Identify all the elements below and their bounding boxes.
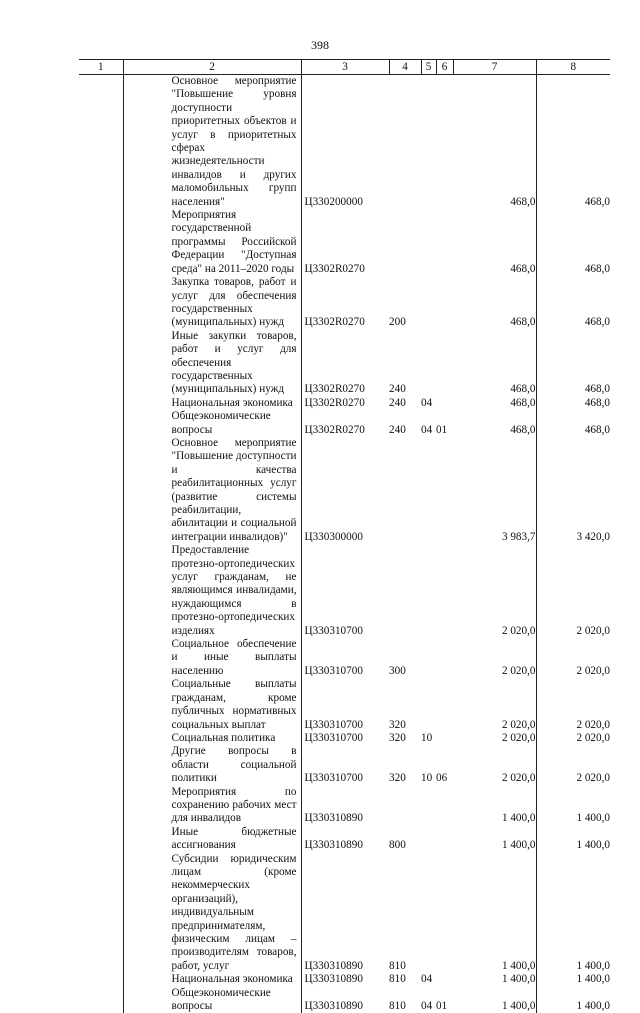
row-code: Ц3302R0270 xyxy=(301,209,389,276)
row-code: Ц330310890 xyxy=(301,987,389,1013)
row-amount-2: 1 400,0 xyxy=(536,987,610,1013)
row-section xyxy=(421,638,436,678)
row-section: 04 xyxy=(421,973,436,986)
row-name: Общеэкономические вопросы xyxy=(123,987,301,1013)
empty-cell xyxy=(79,410,123,437)
row-code: Ц3302R0270 xyxy=(301,397,389,410)
row-subsection xyxy=(436,397,453,410)
row-amount-1: 2 020,0 xyxy=(453,745,536,785)
row-expense-type: 320 xyxy=(389,732,421,745)
table-row xyxy=(79,826,610,853)
page-number: 398 xyxy=(0,38,640,52)
empty-cell xyxy=(79,330,123,397)
row-code: Ц3302R0270 xyxy=(301,330,389,397)
row-code: Ц330310890 xyxy=(301,786,389,826)
table-row xyxy=(79,853,610,974)
row-subsection xyxy=(436,209,453,276)
row-amount-1: 468,0 xyxy=(453,410,536,437)
row-subsection xyxy=(436,544,453,638)
row-name: Социальное обеспечение и иные выплаты населению xyxy=(123,638,301,678)
row-name: Национальная экономика xyxy=(123,397,301,410)
row-amount-1: 2 020,0 xyxy=(453,544,536,638)
table-row xyxy=(79,987,610,1013)
row-amount-1: 2 020,0 xyxy=(453,638,536,678)
row-amount-2: 468,0 xyxy=(536,276,610,330)
row-amount-1: 1 400,0 xyxy=(453,853,536,974)
row-section xyxy=(421,853,436,974)
table-row xyxy=(79,330,610,397)
table-row xyxy=(79,437,610,544)
row-amount-2: 468,0 xyxy=(536,330,610,397)
table-row xyxy=(79,973,610,986)
row-expense-type: 240 xyxy=(389,397,421,410)
row-amount-2: 1 400,0 xyxy=(536,786,610,826)
row-subsection xyxy=(436,638,453,678)
column-header: 1 xyxy=(79,60,123,75)
row-amount-2: 1 400,0 xyxy=(536,853,610,974)
row-amount-1: 1 400,0 xyxy=(453,973,536,986)
row-amount-2: 2 020,0 xyxy=(536,544,610,638)
row-section xyxy=(421,75,436,210)
row-section: 10 xyxy=(421,732,436,745)
row-section xyxy=(421,437,436,544)
empty-cell xyxy=(79,276,123,330)
empty-cell xyxy=(79,397,123,410)
row-subsection xyxy=(436,786,453,826)
row-code: Ц330310700 xyxy=(301,732,389,745)
row-code: Ц330310890 xyxy=(301,853,389,974)
table-body xyxy=(79,75,610,1013)
row-subsection: 01 xyxy=(436,410,453,437)
row-subsection xyxy=(436,437,453,544)
row-code: Ц330300000 xyxy=(301,437,389,544)
row-code: Ц330310700 xyxy=(301,678,389,732)
row-section xyxy=(421,678,436,732)
table-row xyxy=(79,276,610,330)
column-header: 7 xyxy=(453,60,536,75)
row-amount-2: 1 400,0 xyxy=(536,826,610,853)
row-subsection xyxy=(436,973,453,986)
row-expense-type: 200 xyxy=(389,276,421,330)
row-amount-1: 1 400,0 xyxy=(453,987,536,1013)
row-code: Ц3302R0270 xyxy=(301,410,389,437)
row-code: Ц330310890 xyxy=(301,973,389,986)
row-amount-1: 1 400,0 xyxy=(453,826,536,853)
table-row xyxy=(79,678,610,732)
row-subsection xyxy=(436,75,453,210)
row-section xyxy=(421,276,436,330)
row-subsection xyxy=(436,276,453,330)
row-amount-1: 1 400,0 xyxy=(453,786,536,826)
row-section xyxy=(421,209,436,276)
table-row xyxy=(79,732,610,745)
row-expense-type: 240 xyxy=(389,410,421,437)
row-expense-type: 320 xyxy=(389,745,421,785)
table-row xyxy=(79,544,610,638)
row-name: Иные бюджетные ассигнования xyxy=(123,826,301,853)
row-name: Иные закупки товаров, работ и услуг для обеспечения государственных (муниципальных) нужд xyxy=(123,330,301,397)
row-subsection: 01 xyxy=(436,987,453,1013)
row-subsection xyxy=(436,678,453,732)
table-row xyxy=(79,786,610,826)
column-header: 4 xyxy=(389,60,421,75)
row-amount-2: 3 420,0 xyxy=(536,437,610,544)
row-expense-type xyxy=(389,437,421,544)
row-expense-type: 300 xyxy=(389,638,421,678)
row-amount-2: 2 020,0 xyxy=(536,638,610,678)
row-section: 10 xyxy=(421,745,436,785)
row-section: 04 xyxy=(421,410,436,437)
row-expense-type: 800 xyxy=(389,826,421,853)
table-row xyxy=(79,397,610,410)
budget-table xyxy=(79,59,610,1013)
empty-cell xyxy=(79,826,123,853)
row-name: Основное мероприятие "Повышение доступности и качества реабилитационных услуг (развитие системы реабилитации, абилитации и социальной интеграции инвалидов)" xyxy=(123,437,301,544)
empty-cell xyxy=(79,732,123,745)
row-name: Закупка товаров, работ и услуг для обеспечения государственных (муниципальных) нужд xyxy=(123,276,301,330)
empty-cell xyxy=(79,745,123,785)
row-subsection xyxy=(436,826,453,853)
row-code: Ц330310700 xyxy=(301,638,389,678)
row-name: Национальная экономика xyxy=(123,973,301,986)
row-code: Ц330310700 xyxy=(301,745,389,785)
row-amount-2: 468,0 xyxy=(536,75,610,210)
row-code: Ц330200000 xyxy=(301,75,389,210)
empty-cell xyxy=(79,987,123,1013)
table-row xyxy=(79,745,610,785)
table-row xyxy=(79,638,610,678)
row-name: Мероприятия по сохранению рабочих мест для инвалидов xyxy=(123,786,301,826)
column-header: 2 xyxy=(123,60,301,75)
empty-cell xyxy=(79,786,123,826)
row-amount-2: 468,0 xyxy=(536,209,610,276)
row-expense-type xyxy=(389,544,421,638)
empty-cell xyxy=(79,638,123,678)
row-expense-type: 810 xyxy=(389,853,421,974)
empty-cell xyxy=(79,678,123,732)
row-expense-type: 240 xyxy=(389,330,421,397)
row-amount-2: 468,0 xyxy=(536,397,610,410)
row-subsection xyxy=(436,732,453,745)
row-amount-2: 468,0 xyxy=(536,410,610,437)
row-section: 04 xyxy=(421,987,436,1013)
row-name: Мероприятия государственной программы Российской Федерации "Доступная среда" на 2011–2020 годы xyxy=(123,209,301,276)
row-code: Ц330310700 xyxy=(301,544,389,638)
empty-cell xyxy=(79,437,123,544)
row-section: 04 xyxy=(421,397,436,410)
empty-cell xyxy=(79,544,123,638)
row-name: Социальные выплаты гражданам, кроме публичных нормативных социальных выплат xyxy=(123,678,301,732)
table-row xyxy=(79,410,610,437)
row-code: Ц330310890 xyxy=(301,826,389,853)
row-amount-2: 2 020,0 xyxy=(536,678,610,732)
row-name: Субсидии юридическим лицам (кроме некоммерческих организаций), индивидуальным предпринимателям, физическим лицам – производителям товаров, работ, услуг xyxy=(123,853,301,974)
row-subsection xyxy=(436,330,453,397)
column-header: 5 xyxy=(421,60,436,75)
row-amount-1: 468,0 xyxy=(453,209,536,276)
row-amount-1: 468,0 xyxy=(453,276,536,330)
row-name: Общеэкономические вопросы xyxy=(123,410,301,437)
empty-cell xyxy=(79,853,123,974)
row-amount-2: 1 400,0 xyxy=(536,973,610,986)
empty-cell xyxy=(79,209,123,276)
row-expense-type xyxy=(389,209,421,276)
row-amount-1: 2 020,0 xyxy=(453,678,536,732)
row-amount-2: 2 020,0 xyxy=(536,732,610,745)
row-amount-1: 468,0 xyxy=(453,397,536,410)
row-name: Основное мероприятие "Повышение уровня доступности приоритетных объектов и услуг в приоритетных сферах жизнедеятельности инвалидов и других маломобильных групп населения" xyxy=(123,75,301,210)
row-expense-type: 810 xyxy=(389,987,421,1013)
row-expense-type: 810 xyxy=(389,973,421,986)
row-expense-type: 320 xyxy=(389,678,421,732)
column-header: 3 xyxy=(301,60,389,75)
row-amount-1: 468,0 xyxy=(453,330,536,397)
row-subsection: 06 xyxy=(436,745,453,785)
row-expense-type xyxy=(389,786,421,826)
row-subsection xyxy=(436,853,453,974)
row-name: Другие вопросы в области социальной политики xyxy=(123,745,301,785)
empty-cell xyxy=(79,973,123,986)
table-row xyxy=(79,75,610,210)
row-section xyxy=(421,330,436,397)
table-row xyxy=(79,209,610,276)
row-name: Предоставление протезно-ортопедических услуг гражданам, не являющимся инвалидами, нуждающимся в протезно-ортопедических изделиях xyxy=(123,544,301,638)
row-section xyxy=(421,826,436,853)
row-section xyxy=(421,544,436,638)
column-header: 8 xyxy=(536,60,610,75)
empty-cell xyxy=(79,75,123,210)
row-amount-1: 468,0 xyxy=(453,75,536,210)
row-name: Социальная политика xyxy=(123,732,301,745)
row-section xyxy=(421,786,436,826)
table-header-row xyxy=(79,60,610,75)
row-expense-type xyxy=(389,75,421,210)
row-amount-1: 3 983,7 xyxy=(453,437,536,544)
row-amount-2: 2 020,0 xyxy=(536,745,610,785)
column-header: 6 xyxy=(436,60,453,75)
row-amount-1: 2 020,0 xyxy=(453,732,536,745)
row-code: Ц3302R0270 xyxy=(301,276,389,330)
